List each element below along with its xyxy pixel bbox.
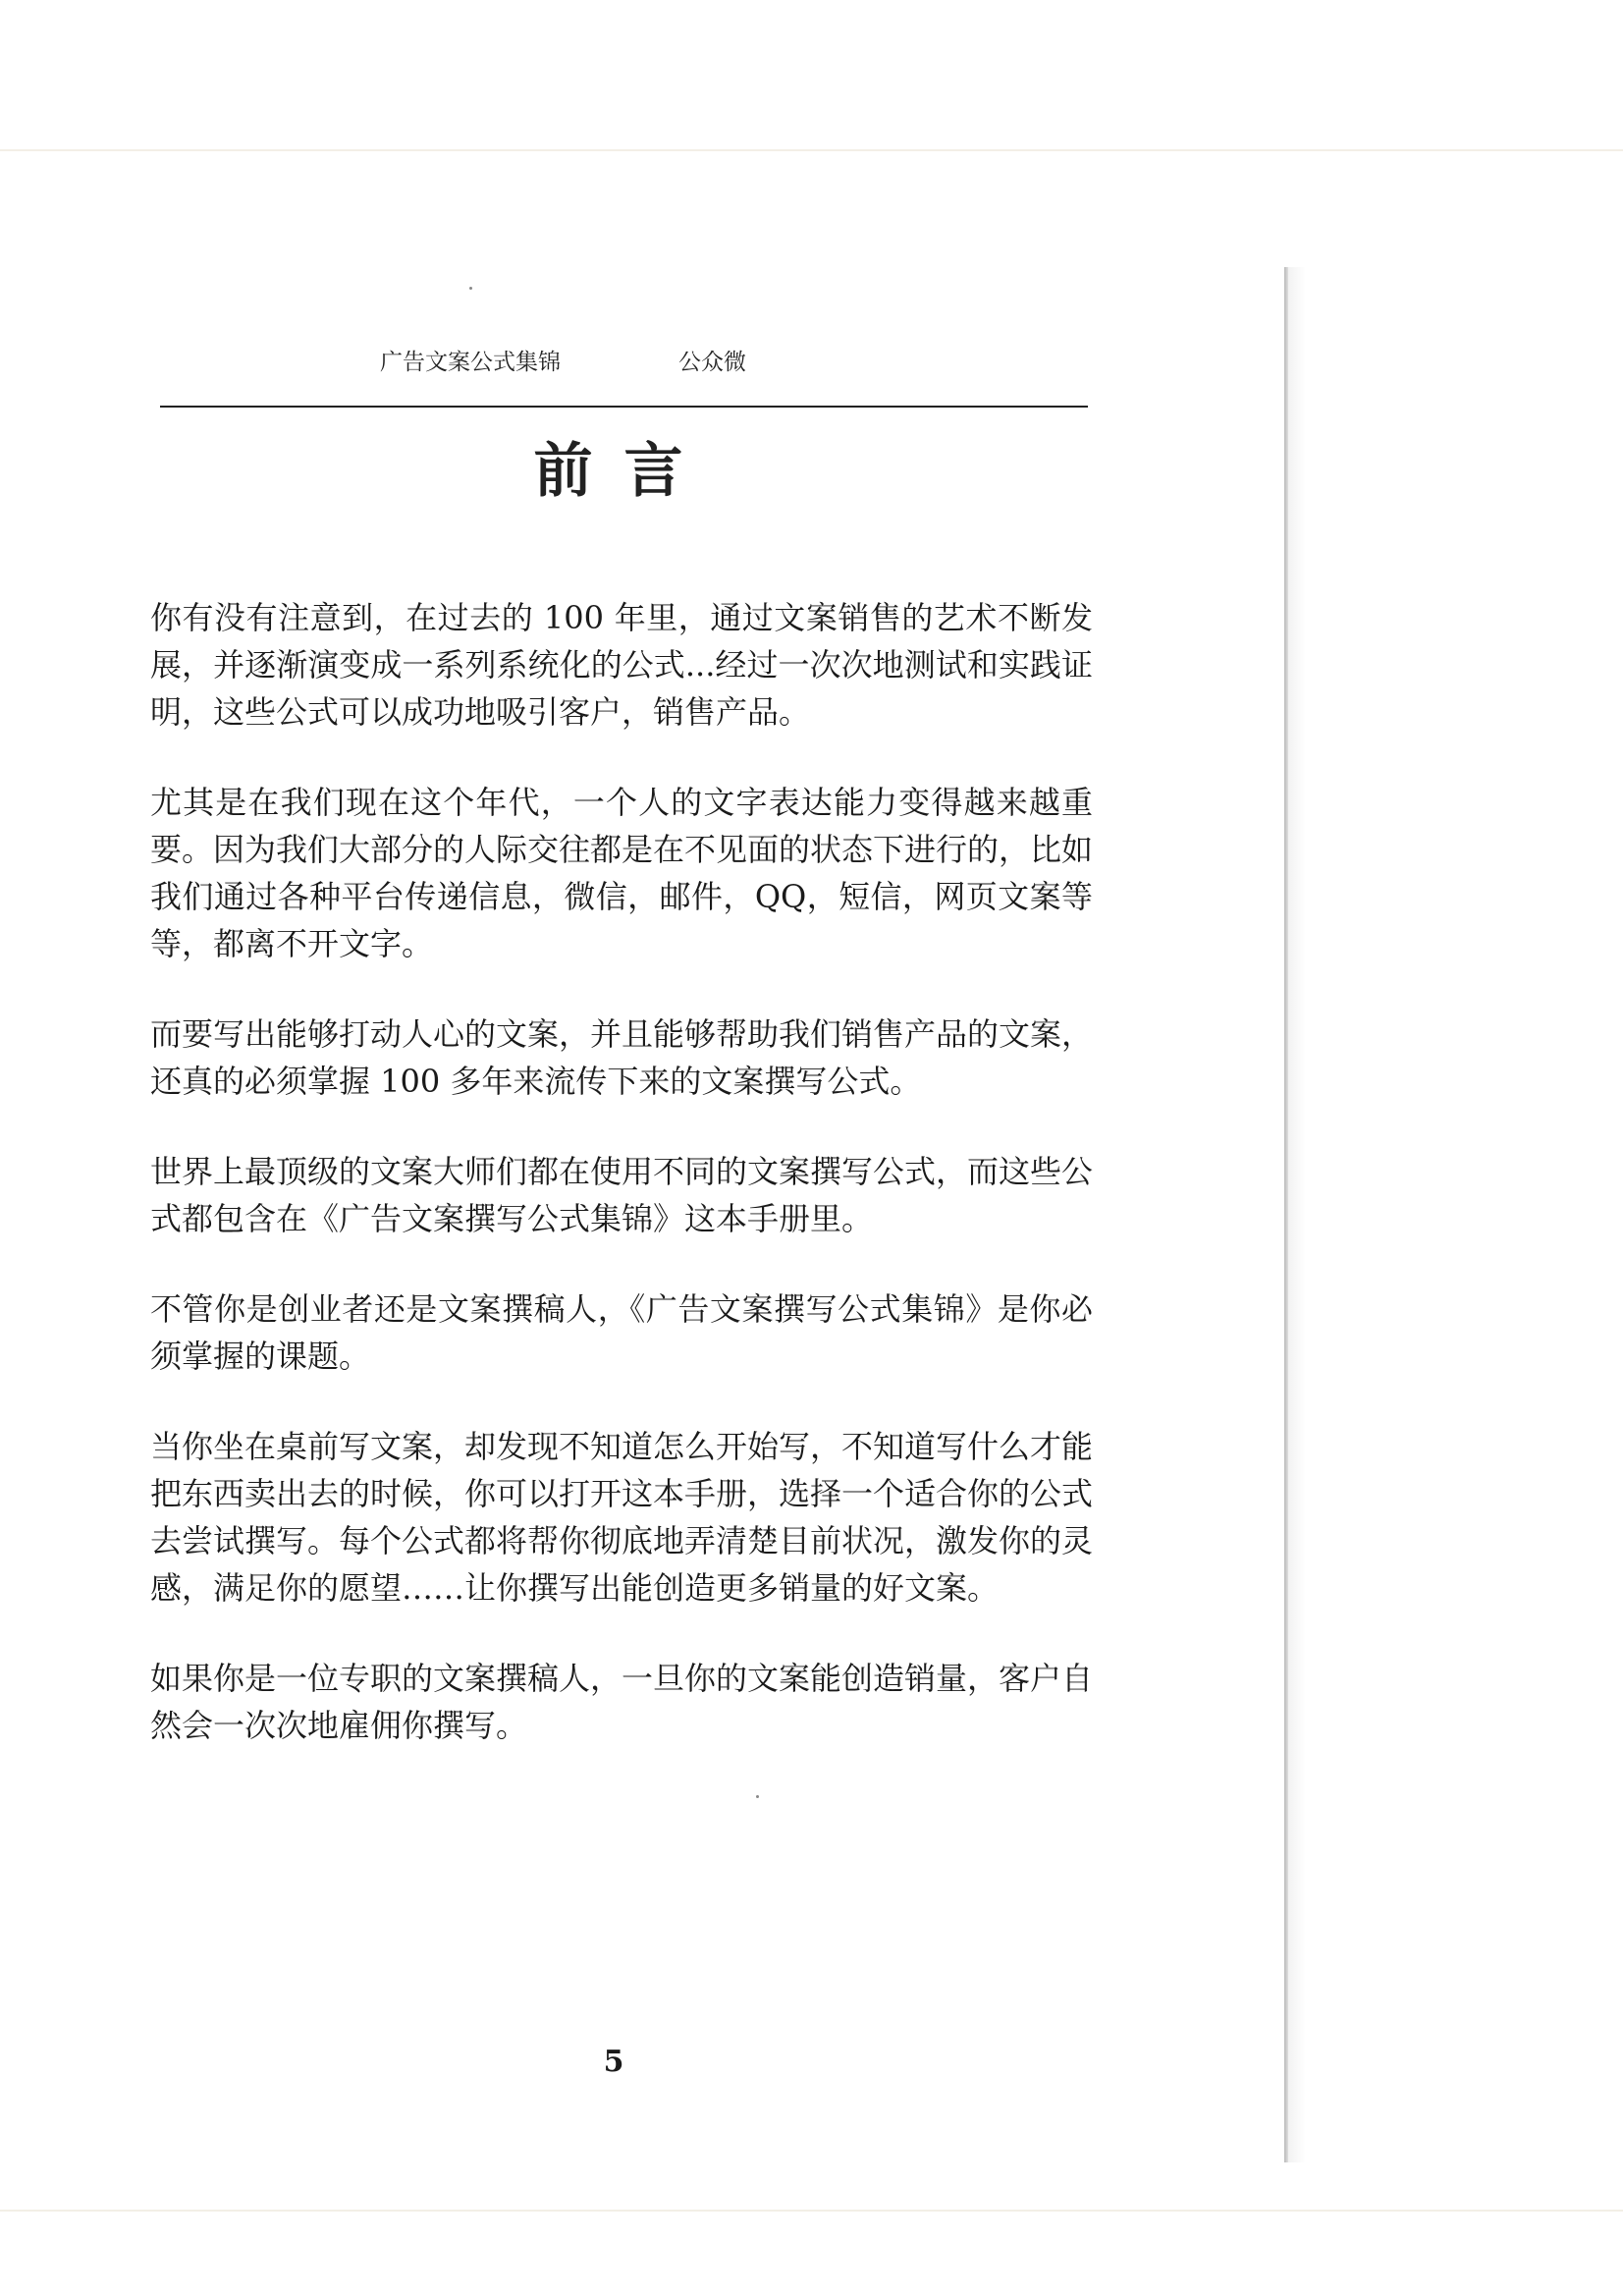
paragraph: 如果你是一位专职的文案撰稿人，一旦你的文案能创造销量，客户自然会一次次地雇佣你撰写。: [150, 1660, 1094, 1744]
scan-speck: [756, 1795, 759, 1798]
paragraph: 而要写出能够打动人心的文案，并且能够帮助我们销售产品的文案，还真的必须掌握 100 多年来流传下来的文案撰写公式。: [150, 1015, 1094, 1100]
page-number: 5: [603, 2045, 624, 2079]
paragraph: 尤其是在我们现在这个年代，一个人的文字表达能力变得越来越重要。因为我们大部分的人际交往都是在不见面的状态下进行的，比如我们通过各种平台传递信息，微信，邮件，QQ，短信，网页文案等等，都离不开文字。: [150, 784, 1094, 962]
page-edge-shadow: [1288, 267, 1306, 2162]
running-header: [160, 344, 1088, 383]
paragraph: 不管你是创业者还是文案撰稿人，《广告文案撰写公式集锦》是你必须掌握的课题。: [150, 1290, 1093, 1375]
scan-artifact-top: [0, 149, 1623, 151]
scan-artifact-bottom: [0, 2210, 1623, 2212]
chapter-title: 前言: [533, 437, 715, 506]
header-rule: [160, 406, 1088, 408]
header-account: 公众微: [678, 350, 746, 375]
scan-speck: [469, 287, 472, 290]
body-text: [150, 594, 1093, 1792]
paragraph: 当你坐在桌前写文案，却发现不知道怎么开始写，不知道写什么才能把东西卖出去的时候，你可以打开这本手册，选择一个适合你的公式去尝试撰写。每个公式都将帮你彻底地弄清楚目前状况，激发你的灵感，满足你的愿望……让你撰写出能创造更多销量的好文案。: [150, 1428, 1094, 1607]
paragraph: 你有没有注意到，在过去的 100 年里，通过文案销售的艺术不断发展，并逐渐演变成一系列系统化的公式...经过一次次地测试和实践证明，这些公式可以成功地吸引客户，销售产品。: [150, 599, 1093, 731]
paragraph: 世界上最顶级的文案大师们都在使用不同的文案撰写公式，而这些公式都包含在《广告文案撰写公式集锦》这本手册里。: [150, 1153, 1094, 1237]
header-book-title: 广告文案公式集锦: [380, 350, 561, 375]
